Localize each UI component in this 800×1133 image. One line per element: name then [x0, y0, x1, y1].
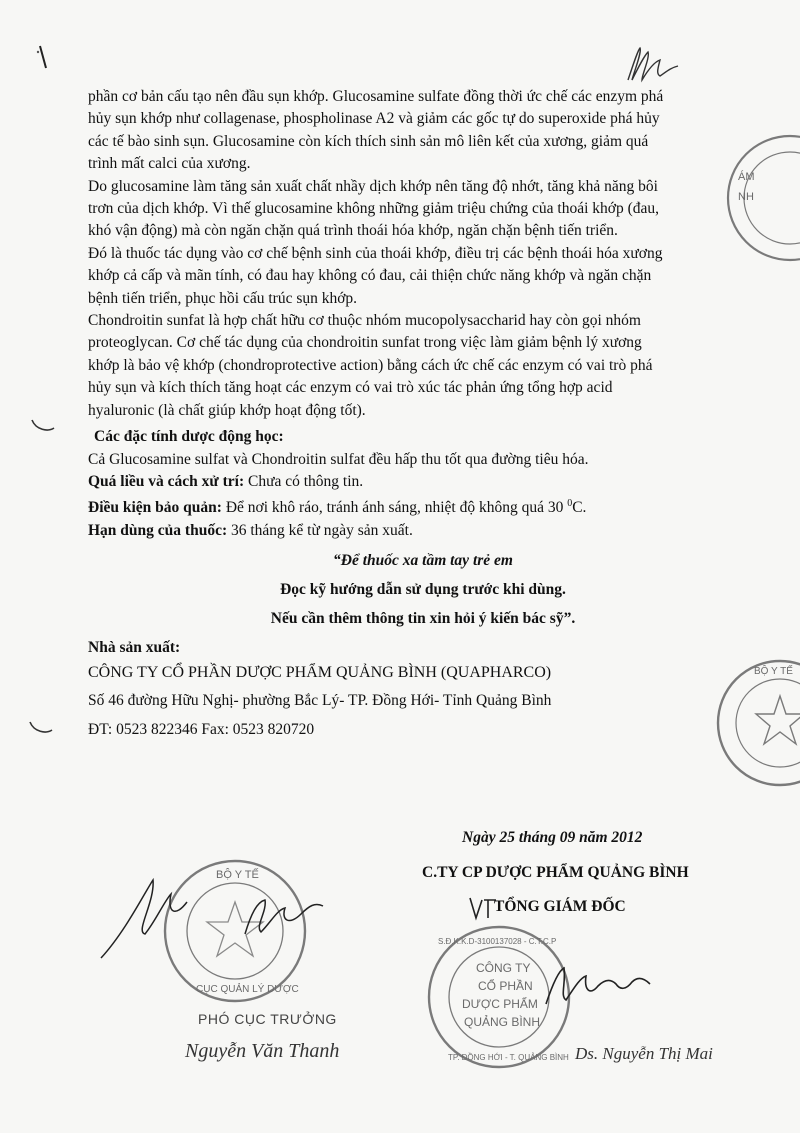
storage-value: Để nơi khô ráo, tránh ánh sáng, nhiệt độ không quá 30: [221, 499, 568, 517]
pharmacokinetics-text: Cả Glucosamine sulfat và Chondroitin sulfat đều hấp thu tốt qua đường tiêu hóa.: [88, 450, 589, 468]
storage-label: Điều kiện bảo quản:: [88, 499, 222, 517]
paragraph: [88, 176, 738, 243]
overdose-label: Quá liều và cách xử trí:: [88, 472, 245, 490]
text-line: hyaluronic (là chất giúp khớp hoạt động tốt).: [88, 401, 366, 419]
svg-text:TP. ĐỒNG HỚI - T. QUẢNG BÌNH: TP. ĐỒNG HỚI - T. QUẢNG BÌNH: [448, 1053, 569, 1062]
text-line: Đó là thuốc tác dụng vào cơ chế bệnh sinh của thoái khớp, điều trị các bệnh thoái hóa xương: [88, 244, 663, 262]
text-line: khớp là bảo vệ khớp (chondroprotective action) bằng cách ức chế các enzym có vai trò phá: [88, 356, 653, 374]
shelf-life-label: Hạn dùng của thuốc:: [88, 521, 228, 539]
paragraph: [88, 243, 738, 310]
shelf-life-row: [88, 520, 738, 542]
producer-label: Nhà sản xuất:: [88, 639, 181, 657]
shelf-life-value: 36 tháng kể từ ngày sản xuất.: [227, 521, 413, 539]
paragraph: [88, 310, 738, 422]
text-line: khớp cả cấp và mãn tính, có đau hay không có đau, cải thiện chức năng khớp và ngăn chặn: [88, 267, 652, 285]
text-line: proteoglycan. Cơ chế tác dụng của chondroitin sunfat trong việc làm giảm bệnh lý xương: [88, 334, 642, 352]
svg-text:CÔNG TY: CÔNG TY: [476, 961, 531, 975]
vice-director-title: PHÓ CỤC TRƯỞNG: [198, 1011, 337, 1027]
warning-line: Nếu cần thêm thông tin xin hỏi ý kiến bác sỹ”.: [270, 610, 576, 628]
corner-mark: [30, 40, 60, 80]
signing-date: Ngày 25 tháng 09 năm 2012: [462, 829, 643, 846]
signature-director: [540, 960, 670, 1020]
signing-company: C.TY CP DƯỢC PHẨM QUẢNG BÌNH: [422, 864, 689, 881]
text-line: Chondroitin sunfat là hợp chất hữu cơ thuộc nhóm mucopolysaccharid hay còn gọi nhóm: [88, 312, 641, 330]
text-line: khó vận động) mà còn ngăn chặn quá trình thoái hóa khớp, ngăn chặn bệnh tiến triển.: [88, 222, 618, 240]
binder-mark: [28, 410, 58, 440]
storage-row: [88, 493, 738, 520]
svg-text:BỘ Y TẾ: BỘ Y TẾ: [216, 869, 259, 881]
text-line: trơn của dịch khớp. Vì thế glucosamine không những giảm triệu chứng của thoái khớp (đau,: [88, 200, 659, 218]
warning-line: Đọc kỹ hướng dẫn sử dụng trước khi dùng.: [280, 581, 566, 599]
initial-mark: [466, 894, 500, 922]
director-title: TỔNG GIÁM ĐỐC: [494, 898, 626, 915]
binder-mark: [26, 712, 56, 742]
svg-text:DƯỢC PHẨM: DƯỢC PHẨM: [462, 997, 538, 1011]
company-phone: ĐT: 0523 822346 Fax: 0523 820720: [88, 720, 315, 738]
warning-block: [108, 546, 738, 633]
svg-text:CỤC QUẢN LÝ DƯỢC: CỤC QUẢN LÝ DƯỢC: [196, 984, 299, 995]
text-line: hủy sụn và kích thích tăng hoạt các enzym có vai trò xúc tác phản ứng tổng hợp acid: [88, 379, 613, 397]
company-name: CÔNG TY CỔ PHẦN DƯỢC PHẨM QUẢNG BÌNH (QUAPHARCO): [88, 663, 552, 681]
text-line: phần cơ bản cấu tạo nên đầu sụn khớp. Glucosamine sulfate đồng thời ức chế các enzym phá: [88, 88, 664, 105]
text-line: hủy sụn khớp như collagenase, phospholinase A2 và giảm các gốc tự do superoxide phá hủy: [88, 110, 660, 128]
svg-text:BỘ Y TẾ: BỘ Y TẾ: [754, 666, 793, 677]
storage-unit: C.: [572, 499, 587, 517]
company-address: Số 46 đường Hữu Nghị- phường Bắc Lý- TP. Đồng Hới- Tỉnh Quảng Bình: [88, 692, 552, 710]
text-line: bệnh tiến triển, phục hồi cấu trúc sụn khớp.: [88, 289, 358, 307]
vice-director-name: Nguyễn Văn Thanh: [185, 1040, 340, 1062]
paragraph: [88, 86, 738, 176]
svg-text:NH: NH: [738, 191, 754, 203]
document-body: [88, 86, 738, 741]
signature-vice-director: [95, 862, 335, 972]
svg-text:ÁM: ÁM: [738, 171, 755, 183]
producer-block: [88, 637, 738, 741]
warning-line: “Để thuốc xa tầm tay trẻ em: [333, 552, 513, 570]
overdose-row: [88, 471, 738, 493]
svg-text:S.Đ.K.K.D-3100137028 - C.T.C.P: S.Đ.K.K.D-3100137028 - C.T.C.P: [438, 937, 557, 946]
storage-degree: 0: [567, 498, 573, 510]
overdose-value: Chưa có thông tin.: [244, 472, 364, 490]
svg-text:QUẢNG BÌNH: QUẢNG BÌNH: [464, 1015, 541, 1029]
svg-text:CỔ PHẦN: CỔ PHẦN: [478, 979, 533, 993]
director-name: Ds. Nguyễn Thị Mai: [575, 1044, 713, 1063]
text-line: các tế bào sinh sụn. Glucosamine còn kích thích sinh sản mô liên kết của xương, giảm quá: [88, 132, 649, 150]
text-line: Do glucosamine làm tăng sản xuất chất nhầy dịch khớp nên tăng độ nhớt, tăng khả năng bôi: [88, 177, 658, 195]
handwritten-initials: [620, 42, 690, 87]
text-line: trình mất calci của xương.: [88, 155, 251, 173]
pharmacokinetics-heading: Các đặc tính dược động học:: [94, 428, 284, 446]
